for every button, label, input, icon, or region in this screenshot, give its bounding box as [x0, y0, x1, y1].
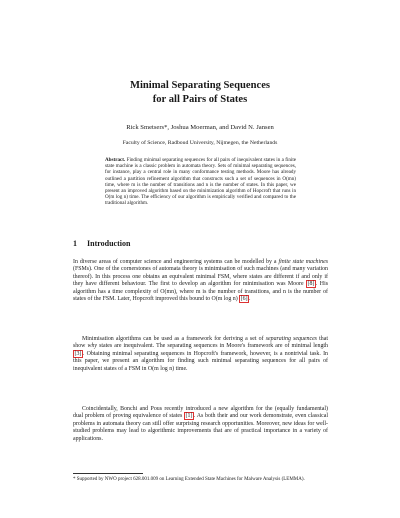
p2-text-c: states are inequivalent. The separating sequences in Moore's framework are of minimal length: [97, 343, 328, 350]
citation-link[interactable]: [1]: [185, 413, 193, 420]
paragraph-3: [73, 406, 328, 443]
author-list: Rick Smetsers*, Joshua Moerman, and David N. Jansen: [126, 124, 274, 131]
p3-text-b: . As both their and our work demonstrate, even classical problems in automata theory can still offer surprising research opportunities. Moreover, new ideas for well-studied problems may lead to algorithmic improvements that are of practical importance in a variety of applications.: [73, 413, 328, 442]
p1-text-b: (FSMs). One of the cornerstones of automata theory is minimisation of such machines (and many variation thereof). In this process one obtains an equivalent minimal FSM, where states are different if and only if they have different behaviour. The first to develop an algorithm for minimisation was Moore: [73, 266, 328, 288]
section-title: Introduction: [87, 239, 131, 248]
p2-text-a: Minimisation algorithms can be used as a framework for deriving a set of: [82, 336, 266, 342]
p2-text-d: . Obtaining minimal separating sequences in Hopcroft's framework, however, is a nontrivial task. In this paper, we present an algorithm for finding such minimal separating sequences for all pairs of inequivalent states of a FSM in O(m log n) time.: [73, 350, 328, 372]
abstract-text: Finding minimal separating sequences for all pairs of inequivalent states in a finite state machine is a classic problem in automata theory. Sets of minimal separating sequences, for instance, play a central role in many conformance testing methods. Moore has already outlined a partition refinement algorithm that constructs such a set of sequences in O(mn) time, where m is the number of transitions and n is the number of states. In this paper, we present an improved algorithm based on the minimization algorithm of Hopcroft that runs in O(m log n) time. The efficiency of our algorithm is empirically verified and compared to the traditional algorithm.: [105, 157, 296, 207]
p2-emphasis-1: separating sequences: [265, 336, 317, 342]
citation-link[interactable]: [6]: [240, 296, 248, 303]
citation-link[interactable]: [8]: [307, 281, 315, 288]
p1-text-d: .: [249, 296, 251, 303]
title-line-1: Minimal Separating Sequences: [129, 80, 271, 91]
title-line-2: for all Pairs of States: [152, 94, 248, 105]
footnote-rule: [73, 473, 143, 474]
paragraph-1: [73, 259, 328, 304]
p1-text-a: In diverse areas of computer science and engineering systems can be modelled by a: [73, 259, 279, 265]
section-number: 1: [73, 239, 77, 248]
citation-link[interactable]: [3]: [74, 350, 82, 357]
footnote: * Supported by NWO project 628.001.009 on Learning Extended State Machines for Malware Analysis (LEMMA).: [73, 477, 305, 482]
abstract-label: Abstract.: [105, 157, 126, 163]
p2-emphasis-2: why: [87, 343, 98, 350]
section-heading: [73, 239, 130, 249]
affiliation: Faculty of Science, Radboud University, Nijmegen, the Netherlands: [122, 140, 278, 146]
p3-text-a: Coincidentally, Bonchi and Pous recently introduced a new algorithm for the (equally fundamental) dual problem of proving equivalence of states: [73, 406, 328, 420]
p1-emphasis: finite state machines: [278, 259, 328, 265]
abstract: [105, 157, 296, 207]
paragraph-2: [73, 336, 328, 373]
p2-text-b: that show: [73, 336, 328, 350]
p1-text-c: . His algorithm has a time complexity of O(mn), where m is the number of transitions, and n is the number of states of the FSM. Later, Hopcroft improved this bound to O(m log n): [73, 281, 328, 303]
paper-title: [0, 79, 400, 107]
